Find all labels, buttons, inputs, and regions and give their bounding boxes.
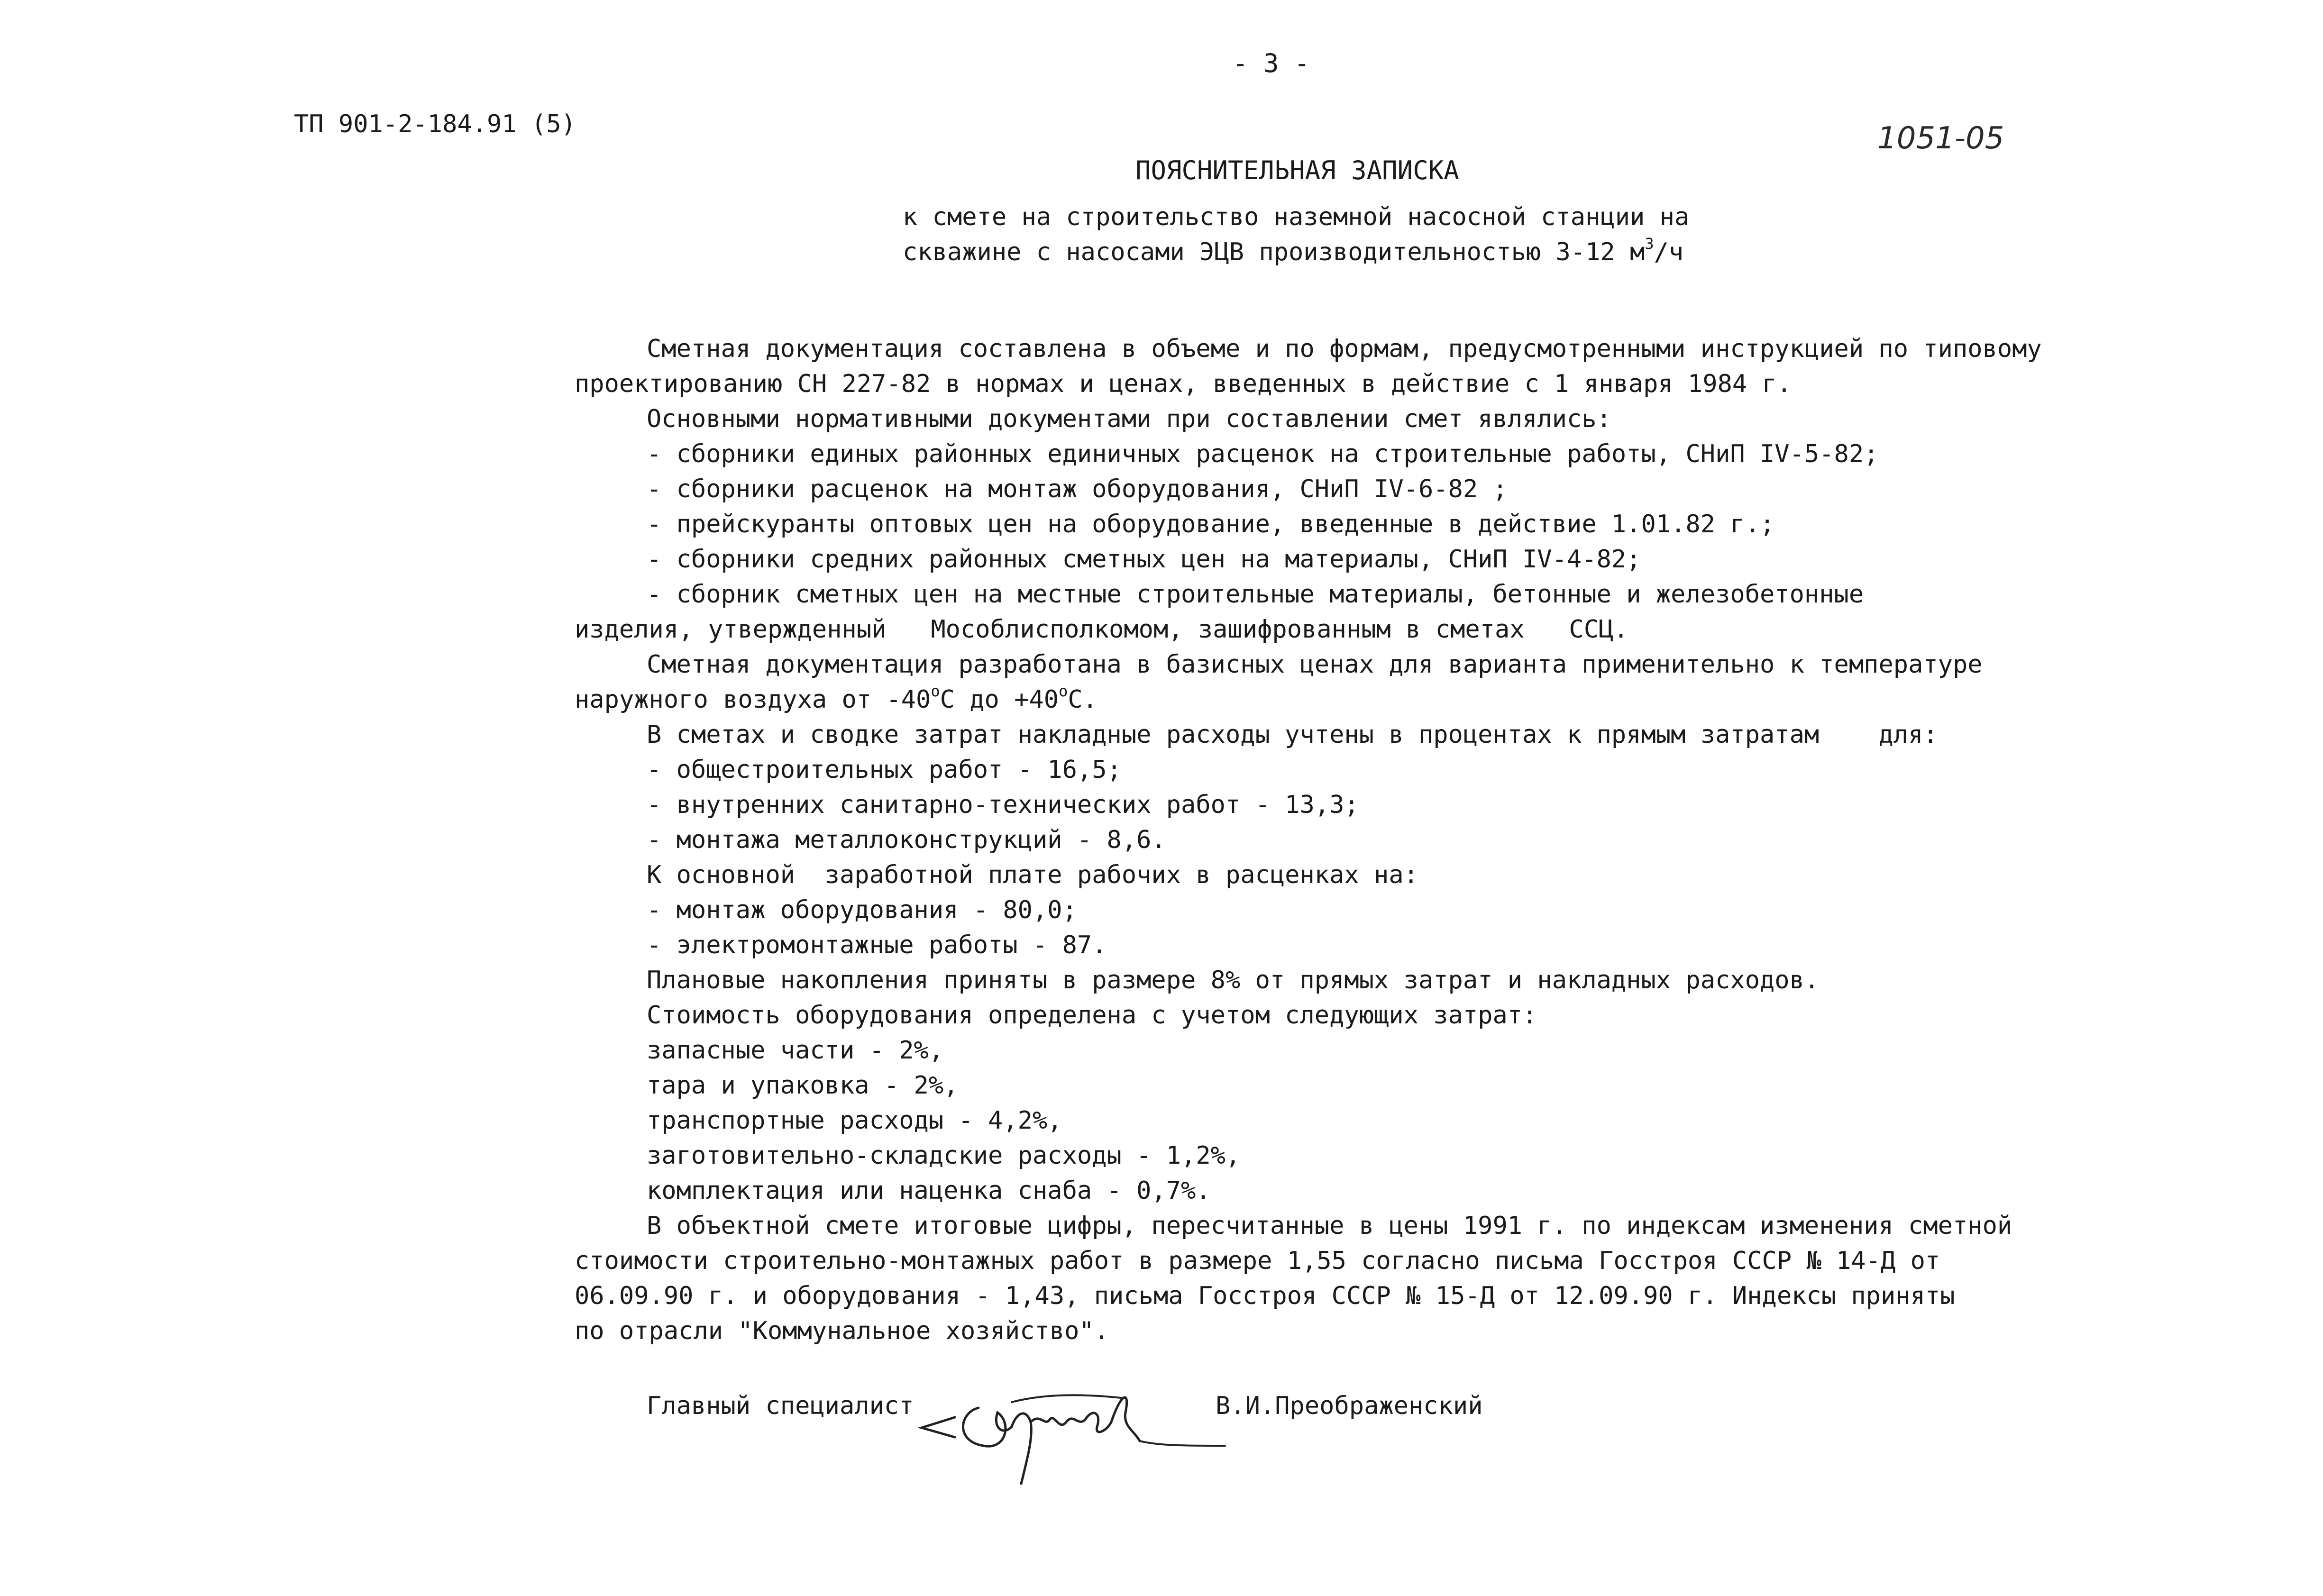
- paragraph-line: К основной заработной плате рабочих в расценках на:: [647, 861, 1418, 889]
- document-code: ТП 901-2-184.91 (5): [294, 110, 576, 138]
- paragraph-line: [575, 682, 1097, 717]
- handwritten-number: 1051-05: [1877, 121, 2004, 156]
- paragraph-line: проектированию СН 227-82 в нормах и ценах, введенных в действие с 1 января 1984 г.: [575, 370, 1792, 398]
- paragraph-line: В объектной смете итоговые цифры, пересчитанные в цены 1991 г. по индексам изменения сметной: [647, 1212, 2012, 1240]
- paragraph-line: Основными нормативными документами при составлении смет являлись:: [647, 405, 1611, 433]
- handwritten-signature: [903, 1375, 1235, 1488]
- list-item: транспортные расходы - 4,2%,: [647, 1106, 1062, 1135]
- subtitle-line-2-tail: /ч: [1654, 238, 1684, 266]
- temperature-text-c: С.: [1068, 685, 1097, 714]
- signatory-name: В.И.Преображенский: [1216, 1392, 1483, 1420]
- document-title: ПОЯСНИТЕЛЬНАЯ ЗАПИСКА: [1135, 155, 1459, 185]
- list-item: - внутренних санитарно-технических работ - 13,3;: [647, 791, 1359, 819]
- list-item: - общестроительных работ - 16,5;: [647, 756, 1122, 784]
- list-item: - электромонтажные работы - 87.: [647, 931, 1107, 959]
- paragraph-line: стоимости строительно-монтажных работ в размере 1,55 согласно письма Госстроя СССР № 14-Д от: [575, 1247, 1940, 1275]
- list-item: - монтаж оборудования - 80,0;: [647, 896, 1077, 924]
- temperature-text-b: С до +40: [940, 685, 1059, 714]
- paragraph-line: по отрасли "Коммунальное хозяйство".: [575, 1317, 1109, 1345]
- paragraph-line: Сметная документация разработана в базисных ценах для варианта применительно к температуре: [647, 650, 1983, 679]
- page-number: - 3 -: [1233, 48, 1310, 78]
- list-item: - сборники расценок на монтаж оборудования, СНиП IV-6-82 ;: [647, 475, 1508, 503]
- paragraph-line: 06.09.90 г. и оборудования - 1,43, письма Госстроя СССР № 15-Д от 12.09.90 г. Индексы приняты: [575, 1282, 1955, 1310]
- paragraph-line: В сметах и сводке затрат накладные расходы учтены в процентах к прямым затратам для:: [647, 720, 1938, 749]
- list-item: - сборники средних районных сметных цен на материалы, СНиП IV-4-82;: [647, 545, 1641, 574]
- list-item: запасные части - 2%,: [647, 1036, 944, 1065]
- signature-role: Главный специалист: [647, 1392, 914, 1420]
- paragraph-line: Сметная документация составлена в объеме и по формам, предусмотренными инструкцией по типовому: [647, 335, 2042, 363]
- list-item: заготовительно-складские расходы - 1,2%,: [647, 1141, 1241, 1170]
- subtitle-line-1: к смете на строительство наземной насосной станции на: [903, 203, 1690, 231]
- degree-sign: о: [1059, 682, 1068, 700]
- list-item: - монтажа металлоконструкций - 8,6.: [647, 826, 1166, 854]
- superscript-cubic: 3: [1645, 235, 1654, 253]
- list-item: - прейскуранты оптовых цен на оборудование, введенные в действие 1.01.82 г.;: [647, 510, 1775, 538]
- paragraph-line: Стоимость оборудования определена с учетом следующих затрат:: [647, 1001, 1537, 1030]
- list-item: - сборники единых районных единичных расценок на строительные работы, СНиП IV-5-82;: [647, 440, 1879, 468]
- paragraph-line: Плановые накопления приняты в размере 8% от прямых затрат и накладных расходов.: [647, 966, 1820, 994]
- paragraph-line: изделия, утвержденный Мособлисполкомом, зашифрованным в сметах ССЦ.: [575, 615, 1628, 644]
- temperature-text-a: наружного воздуха от -40: [575, 685, 931, 714]
- degree-sign: о: [931, 682, 940, 700]
- subtitle-line-2: [903, 235, 1684, 269]
- list-item: - сборник сметных цен на местные строительные материалы, бетонные и железобетонные: [647, 580, 1864, 609]
- list-item: тара и упаковка - 2%,: [647, 1071, 959, 1100]
- list-item: комплектация или наценка снаба - 0,7%.: [647, 1176, 1211, 1205]
- signature-block: [647, 1375, 1595, 1488]
- subtitle-line-2-main: скважине с насосами ЭЦВ производительностью 3-12 м: [903, 238, 1645, 266]
